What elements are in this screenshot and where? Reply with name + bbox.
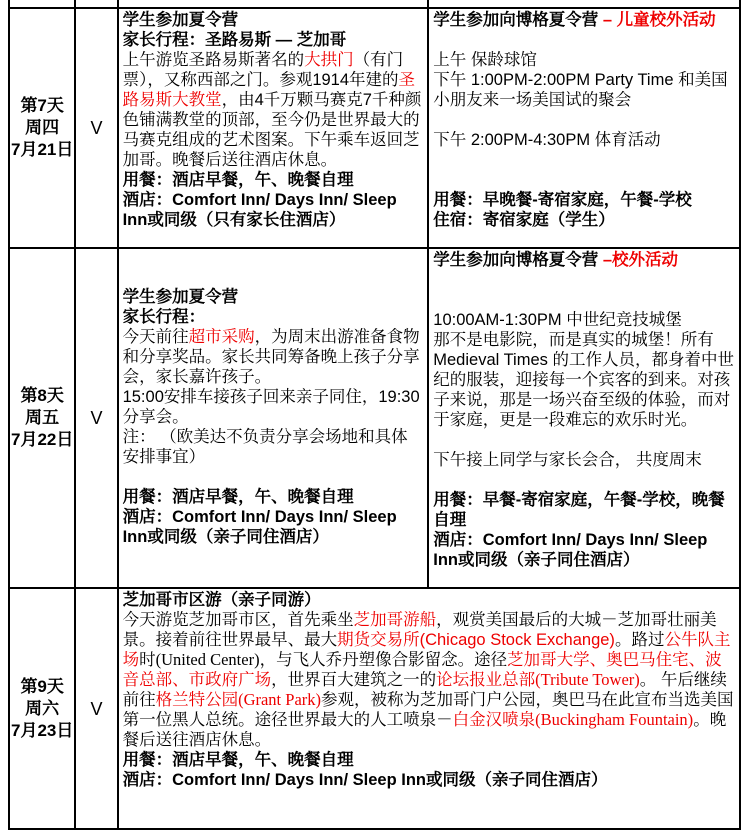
paragraph: [433, 530, 735, 570]
paragraph: [433, 70, 735, 110]
content-cell: [118, 248, 429, 588]
text-run: 期货交易所: [337, 631, 420, 649]
text-run: 住宿：寄宿家庭（学生）: [433, 211, 615, 229]
paragraph: [123, 610, 735, 750]
text-run: 那不是电影院，而是真实的城堡！所有 Medieval Times 的工作人员，都身着中世纪的服装，迎接每一个宾客的到来。对孩子来说，那是一场兴奋至级的体验，而对于家庭，更是一段难忘的欢乐时光。: [433, 331, 734, 429]
text-run: (Tribute Tower): [535, 670, 640, 689]
blank-line: [433, 30, 735, 50]
text-run: 学生参加向博格夏令营: [433, 11, 603, 29]
text-run: 酒店：Comfort Inn/ Days Inn/ Sleep Inn或同级（亲子同住酒店）: [433, 531, 708, 569]
text-run: 格兰特公园: [155, 691, 239, 709]
text-run: 上午游览圣路易斯著名的: [122, 51, 305, 69]
partial-cell: [118, 0, 429, 8]
paragraph: [123, 307, 424, 327]
text-run: 用餐：早晚餐-寄宿家庭，午餐-学校: [433, 191, 692, 209]
check-cell: [75, 8, 117, 248]
content-cell: [428, 8, 740, 248]
blank-line: [433, 150, 735, 170]
paragraph: [123, 287, 424, 307]
text-run: （有门票），又称西部之门。参观1914年建的: [122, 51, 404, 89]
text-run: 下午接上同学与家长会合， 共度周末: [433, 451, 702, 469]
day-cell: [9, 248, 75, 588]
paragraph: [433, 190, 735, 210]
check-cell: [75, 588, 117, 829]
blank-line: [123, 467, 424, 487]
paragraph: [123, 427, 424, 467]
text-run: 用餐：酒店早餐，午、晚餐自理: [122, 488, 354, 506]
blank-line: [433, 290, 735, 310]
text-run: 大拱门: [304, 51, 354, 69]
text-run: 超市采购: [188, 328, 255, 346]
day-label-line: 第8天: [20, 386, 64, 405]
day-label-line: 7月22日: [11, 430, 74, 449]
paragraph: [433, 310, 735, 330]
paragraph: [123, 750, 735, 770]
text-run: – 儿童校外活动: [602, 11, 716, 29]
text-run: 。晚餐后送往酒店休息。: [122, 711, 727, 749]
paragraph: [123, 10, 424, 30]
day-cell: [9, 588, 75, 829]
text-run: 酒店：Comfort Inn/ Days Inn/ Sleep Inn或同级（只有家长住酒店）: [122, 191, 397, 229]
text-run: 芝加哥大学、奥巴马住宅、波音总部、市政府广场: [122, 651, 722, 689]
text-run: 今天游览芝加哥市区，首先乘坐: [122, 611, 354, 629]
paragraph: [433, 250, 735, 270]
partial-cell: [428, 0, 740, 8]
table-row: [9, 588, 740, 829]
text-run: ，由4千万颗马赛克7千种颜色铺满教堂的顶部，至今仍是世界最大的马赛克组成的艺术图案。下午乘车返回芝加哥。晚餐后送往酒店休息。: [122, 91, 422, 169]
paragraph: [123, 507, 424, 547]
partial-row-top: [9, 0, 740, 8]
text-run: 学生参加夏令营: [122, 11, 239, 29]
blank-line: [433, 430, 735, 450]
text-run: 用餐：酒店早餐，午、晚餐自理: [122, 751, 354, 769]
text-run: 15:00安排车接孩子回来亲子同住，19:30分享会。: [122, 388, 420, 426]
paragraph: [123, 770, 735, 790]
paragraph: [433, 10, 735, 30]
paragraph: [123, 30, 424, 50]
blank-line: [433, 270, 735, 290]
day-label-line: 第9天: [20, 676, 64, 696]
check-cell: [75, 248, 117, 588]
paragraph: [123, 50, 424, 170]
day-cell: [9, 8, 75, 248]
day-label-line: 周六: [25, 698, 60, 718]
paragraph: [433, 130, 735, 150]
day-label-line: 7月23日: [11, 720, 74, 740]
paragraph: [433, 210, 735, 230]
table-row: [9, 8, 740, 248]
text-run: 今天前往: [122, 328, 189, 346]
text-run: ，观赏美国最后的大城－芝加哥壮丽美景。接着前往世界最早、最大: [122, 611, 717, 649]
text-run: 芝加哥市区游（亲子同游）: [122, 591, 321, 609]
text-run: 芝加哥游船: [353, 611, 437, 629]
text-run: (United Center): [155, 650, 260, 669]
day-label-line: 第7天: [20, 96, 64, 115]
blank-line: [433, 470, 735, 490]
text-run: 时: [139, 651, 156, 669]
day-label-line: 周四: [25, 118, 60, 137]
partial-cell: [9, 0, 75, 8]
day-label-line: 7月21日: [11, 140, 74, 159]
text-run: 圣路易斯大教堂: [122, 71, 416, 109]
blank-line: [433, 170, 735, 190]
text-run: 用餐：酒店早餐，午、晚餐自理: [122, 171, 354, 189]
content-cell: [118, 8, 429, 248]
content-cell: [428, 248, 740, 588]
text-run: 10:00AM-1:30PM 中世纪竞技城堡: [433, 311, 682, 329]
paragraph: [123, 487, 424, 507]
text-run: ，世界百大建筑之一的: [271, 671, 437, 689]
text-run: –校外活动: [602, 251, 679, 269]
table-row: [9, 248, 740, 588]
text-run: 。路过: [614, 631, 665, 649]
text-run: 上午 保龄球馆: [433, 51, 537, 69]
paragraph: [123, 170, 424, 190]
check-mark: V: [90, 698, 103, 719]
text-run: 酒店：Comfort Inn/ Days Inn/ Sleep Inn或同级（亲子同住酒店）: [122, 508, 397, 546]
text-run: (Chicago Stock Exchange): [419, 631, 615, 649]
text-run: 酒店：Comfort Inn/ Days Inn/ Sleep Inn或同级（亲子同住酒店）: [122, 771, 608, 789]
check-mark: V: [90, 118, 103, 138]
text-run: 。 午后继续前往: [122, 671, 727, 709]
paragraph: [433, 330, 735, 430]
text-run: (Buckingham Fountain): [535, 710, 694, 729]
paragraph: [433, 50, 735, 70]
text-run: 公牛队主场: [122, 631, 731, 669]
text-run: ，为周末出游准备食物和分享奖品。家长共同筹备晚上孩子分享会，家长嘉许孩子。: [122, 328, 420, 386]
text-run: 用餐：早餐-寄宿家庭，午餐-学校，晚餐自理: [433, 491, 725, 529]
text-run: 学生参加向博格夏令营: [433, 251, 603, 269]
text-run: 白金汉喷泉: [452, 711, 536, 729]
paragraph: [123, 590, 735, 610]
paragraph: [123, 327, 424, 387]
text-run: 下午 1:00PM-2:00PM Party Time 和美国小朋友来一场美国试的聚会: [433, 71, 728, 109]
text-run: 注： （欧美达不负责分享会场地和具体安排事宜）: [122, 428, 408, 466]
text-run: 论坛报业总部: [436, 671, 536, 689]
paragraph: [433, 490, 735, 530]
itinerary-table-body: [9, 0, 740, 829]
blank-line: [433, 110, 735, 130]
itinerary-table: [8, 0, 741, 830]
text-run: ，与飞人乔丹塑像合影留念。途径: [259, 651, 508, 669]
content-cell: [118, 588, 740, 829]
check-mark: V: [90, 408, 103, 428]
partial-cell: [75, 0, 117, 8]
text-run: (Grant Park): [238, 690, 322, 709]
text-run: 参观，被称为芝加哥门户公园，奥巴马在此宣布当选美国第一位黑人总统。途径世界最大的人工喷泉－: [122, 691, 734, 729]
paragraph: [433, 450, 735, 470]
text-run: 下午 2:00PM-4:30PM 体育活动: [433, 131, 661, 149]
paragraph: [123, 190, 424, 230]
paragraph: [123, 387, 424, 427]
text-run: 家长行程：圣路易斯 — 芝加哥: [122, 31, 347, 49]
text-run: 家长行程：: [122, 308, 206, 326]
day-label-line: 周五: [25, 408, 60, 427]
text-run: 学生参加夏令营: [122, 288, 239, 306]
